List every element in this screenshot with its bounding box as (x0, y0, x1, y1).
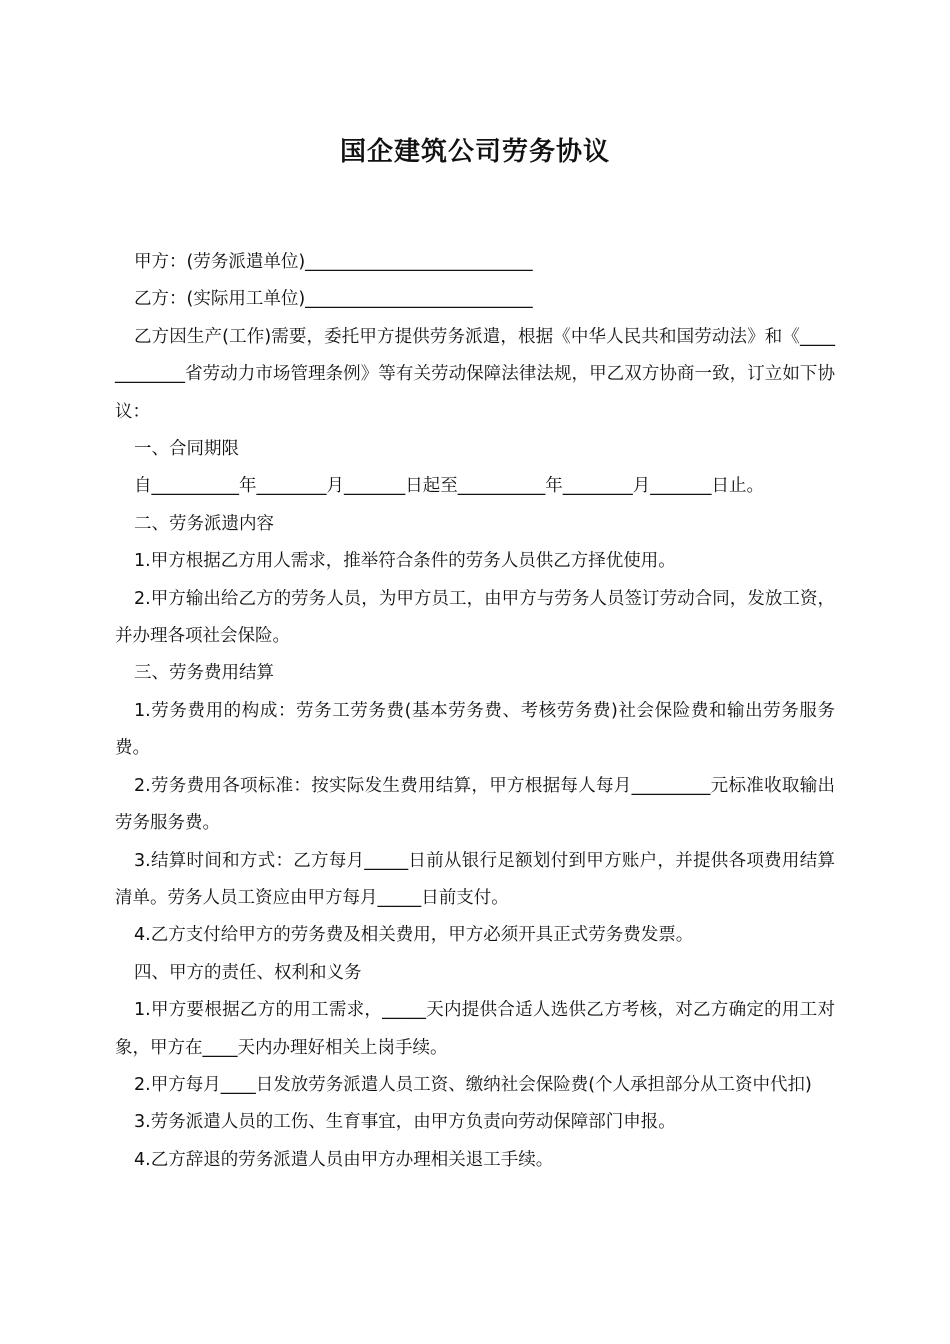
clause-2-2: 2.甲方输出给乙方的劳务人员，为甲方员工，由甲方与劳务人员签订劳动合同，发放工资，并办理各项社会保险。 (115, 588, 835, 647)
preamble-paragraph: 乙方因生产(工作)需要，委托甲方提供劳务派遣，根据《中华人民共和国劳动法》和《____________省劳动力市场管理条例》等有关劳动保障法律法规，甲乙双方协商一致，订立如下协议： (115, 326, 835, 422)
section-heading-1: 一、合同期限 (134, 439, 239, 460)
clause-4-3: 3.劳务派遣人员的工伤、生育事宜，由甲方负责向劳动保障部门申报。 (134, 1112, 676, 1133)
clause-4-2: 2.甲方每月____日发放劳务派遣人员工资、缴纳社会保险费(个人承担部分从工资中代扣) (134, 1074, 812, 1095)
clause-3-4: 4.乙方支付给甲方的劳务费及相关费用，甲方必须开具正式劳务费发票。 (134, 925, 694, 946)
contract-period-line: 自__________年________月_______日起至__________年________月_______日止。 (134, 476, 764, 497)
clause-3-1: 1.劳务费用的构成：劳务工劳务费(基本劳务费、考核劳务费)社会保险费和输出劳务服务费。 (115, 700, 835, 759)
section-heading-2: 二、劳务派遗内容 (134, 513, 274, 534)
section-heading-3: 三、劳务费用结算 (134, 663, 274, 684)
clause-3-3: 3.结算时间和方式：乙方每月_____日前从银行足额划付到甲方账户，并提供各项费用结算清单。劳务人员工资应由甲方每月_____日前支付。 (115, 850, 835, 908)
party-a-line: 甲方：(劳务派遣单位)__________________________ (134, 252, 533, 272)
section-heading-4: 四、甲方的责任、权利和义务 (134, 962, 362, 983)
clause-3-2: 2.劳务费用各项标准：按实际发生费用结算，甲方根据每人每月_________元标准收取输出劳务服务费。 (115, 775, 835, 834)
document-title: 国企建筑公司劳务协议 (339, 137, 610, 167)
clause-4-1: 1.甲方要根据乙方的用工需求，_____天内提供合适人选供乙方考核，对乙方确定的用工对象，甲方在____天内办理好相关上岗手续。 (115, 1000, 835, 1058)
party-b-line: 乙方：(实际用工单位)__________________________ (134, 289, 533, 310)
clause-4-4: 4.乙方辞退的劳务派遣人员由甲方办理相关退工手续。 (134, 1149, 554, 1170)
clause-2-1: 1.甲方根据乙方用人需求，推举符合条件的劳务人员供乙方择优使用。 (134, 551, 676, 572)
document-body (115, 244, 835, 1179)
